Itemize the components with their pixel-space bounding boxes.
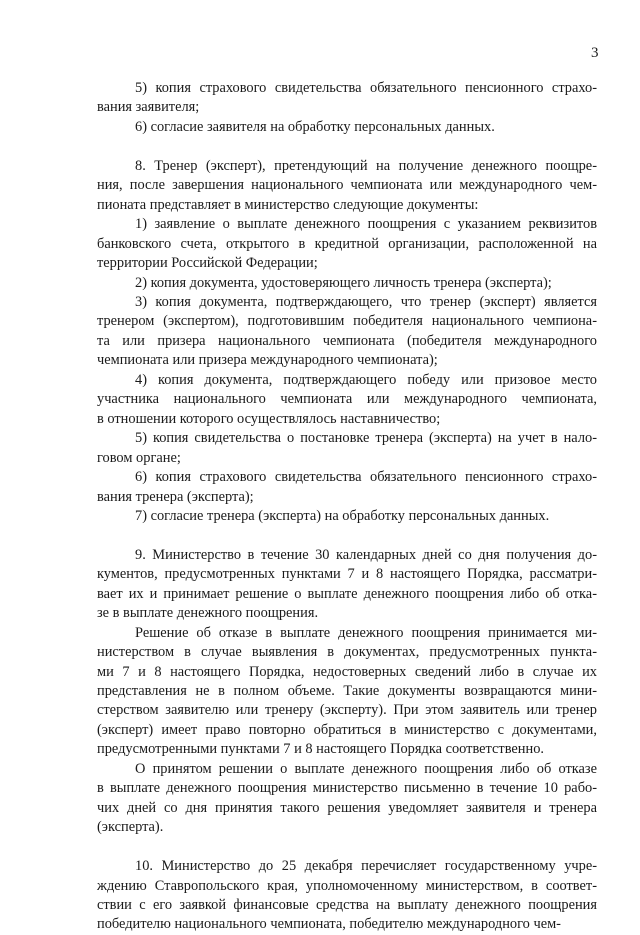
text-line: вает их и принимает решение о выплате денежного поощрения либо об отка- [97, 585, 597, 602]
text-line: 1) заявление о выплате денежного поощрения с указанием реквизитов [135, 216, 597, 233]
page-number: 3 [591, 45, 599, 61]
document-body [97, 79, 597, 935]
text-line: чемпионата или призера международного чемпионата); [97, 352, 438, 369]
text-line: предусмотренными пунктами 7 и 8 настоящего Порядка соответственно. [97, 741, 544, 758]
text-line: вания тренера (эксперта); [97, 488, 254, 505]
text-line: говом органе; [97, 449, 181, 466]
text-line: ждению Ставропольского края, уполномоченному министерством, в соответ- [97, 877, 597, 894]
text-line: О принятом решении о выплате денежного поощрения либо об отказе [135, 760, 597, 777]
text-line: территории Российской Федерации; [97, 255, 318, 272]
text-line: (эксперта). [97, 819, 164, 836]
text-line: ния, после завершения национального чемпионата или международного чем- [97, 177, 597, 194]
text-line: пионата представляет в министерство следующие документы: [97, 196, 479, 213]
text-line: 6) копия страхового свидетельства обязательного пенсионного страхо- [135, 469, 597, 486]
text-line: Решение об отказе в выплате денежного поощрения принимается ми- [135, 624, 597, 641]
text-line: стерством заявителю или тренеру (эксперту). При этом заявитель или тренер [97, 702, 597, 719]
text-line: 5) копия страхового свидетельства обязательного пенсионного страхо- [135, 80, 597, 96]
text-line: 7) согласие тренера (эксперта) на обработку персональных данных. [135, 507, 550, 524]
text-line: 9. Министерство в течение 30 календарных дней со дня получения до- [135, 546, 597, 563]
text-line: победителю национального чемпионата, победителю международного чем- [97, 916, 561, 933]
text-line: в отношении которого осуществлялось наставничество; [97, 410, 441, 427]
text-line: 10. Министерство до 25 декабря перечисляет государственному учре- [135, 858, 597, 875]
paragraph-gap [97, 137, 597, 156]
text-line: чих дней со дня принятия такого решения уведомляет заявителя и тренера [97, 799, 597, 816]
text-line: зе в выплате денежного поощрения. [97, 605, 319, 622]
text-line: 2) копия документа, удостоверяющего личность тренера (эксперта); [135, 274, 552, 291]
text-line: 6) согласие заявителя на обработку персональных данных. [135, 118, 495, 135]
text-line: участника национального чемпионата или международного чемпионата, [97, 391, 597, 408]
text-line: (эксперт) имеет право повторно обратиться в министерство с документами, [97, 721, 597, 738]
text-line: ми 7 и 8 настоящего Порядка, недостоверных сведений либо в случае их [97, 663, 597, 680]
text-line: банковского счета, открытого в кредитной организации, расположенной на [97, 235, 597, 252]
text-line: нистерством в случае выявления в документах, предусмотренных пункта- [97, 644, 597, 661]
text-line: вания заявителя; [97, 99, 200, 116]
text-line: ствии с его заявкой финансовые средства на выплату денежного поощрения [97, 896, 597, 913]
text-line: в выплате денежного поощрения министерство письменно в течение 10 рабо- [97, 780, 597, 797]
text-line: та или призера национального чемпионата (победителя международного [97, 332, 597, 349]
text-line: тренером (экспертом), подготовившим победителя национального чемпиона- [97, 313, 597, 330]
text-line: кументов, предусмотренных пунктами 7 и 8 настоящего Порядка, рассматри- [97, 566, 597, 583]
text-line: представления не в полном объеме. Такие документы возвращаются мини- [97, 683, 597, 700]
text-line: 3) копия документа, подтверждающего, что тренер (эксперт) является [135, 293, 597, 310]
paragraph-gap [97, 838, 597, 857]
paragraph-gap [97, 526, 597, 545]
text-line: 8. Тренер (эксперт), претендующий на получение денежного поощре- [135, 157, 597, 174]
text-line: 4) копия документа, подтверждающего победу или призовое место [135, 371, 597, 388]
text-line: 5) копия свидетельства о постановке тренера (эксперта) на учет в нало- [135, 430, 597, 447]
